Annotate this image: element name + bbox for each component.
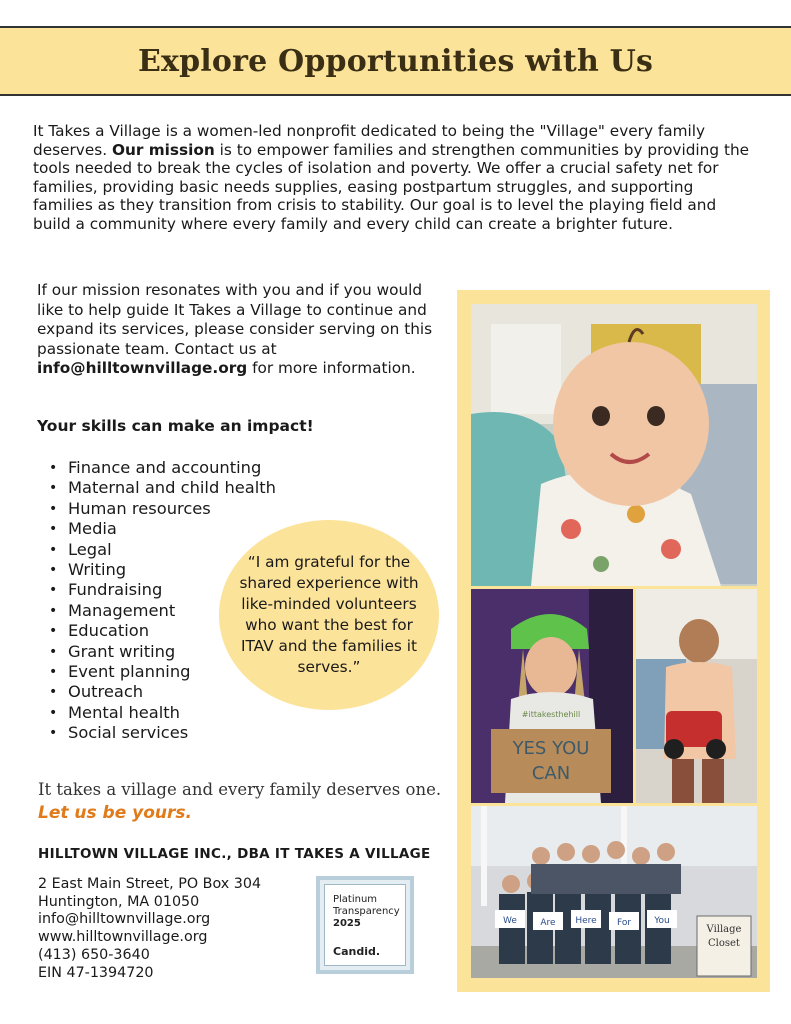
website-link[interactable]: www.hilltownvillage.org [38, 929, 208, 946]
phone-number: (413) 650-3640 [38, 946, 150, 963]
call-to-action: Let us be yours. [38, 803, 192, 823]
volunteer-sign-photo [471, 589, 633, 803]
page-title: Explore Opportunities with Us [137, 43, 654, 79]
list-item: • Writing [48, 560, 276, 580]
list-item: • Social services [48, 723, 276, 743]
badge-line-2: Transparency [333, 906, 400, 917]
badge-year: 2025 [333, 918, 361, 929]
photo-collage [457, 290, 770, 992]
list-item: • Media [48, 519, 276, 539]
header-banner [0, 26, 791, 96]
help-text-end: for more information. [247, 359, 416, 377]
help-email-link[interactable]: info@hilltownvillage.org [37, 359, 248, 377]
intro-text-1: It Takes a Village is a women-led nonprofit dedicated to being the "Village" every family deserves. [33, 122, 706, 159]
badge-line-1: Platinum [333, 894, 378, 905]
list-item: • Human resources [48, 499, 276, 519]
testimonial-bubble [219, 520, 439, 710]
list-item: • Grant writing [48, 642, 276, 662]
help-text: If our mission resonates with you and if you would like to help guide It Takes a Village to continue and expand its services, please consider serving on this passionate team. Contact us at [37, 281, 433, 358]
closet-sign-2: Closet [708, 938, 740, 949]
shirt-text: #ittakesthehill [521, 710, 581, 719]
skills-heading: Your skills can make an impact! [37, 417, 314, 435]
address-line-1: 2 East Main Street, PO Box 304 [38, 876, 262, 892]
list-item: • Maternal and child health [48, 478, 276, 498]
address-line-2: Huntington, MA 01050 [38, 893, 200, 910]
group-sign-5: You [654, 916, 670, 926]
intro-paragraph [33, 122, 757, 233]
contact-email-link[interactable]: info@hilltownvillage.org [38, 911, 211, 928]
list-item: • Event planning [48, 662, 276, 682]
child-truck-photo [636, 589, 757, 803]
intro-text-2: is to empower families and strengthen communities by providing the tools needed to break the cycles of isolation and poverty. We offer a crucial safety net for families, providing basic needs supplies, easing postpartum struggles, and supporting families as they transition from crisis to stability. Our goal is to level the playing field and build a community where every family and every child can create a brighter future. [33, 140, 750, 233]
group-sign-3: Here [575, 916, 597, 926]
candid-transparency-badge [316, 876, 414, 974]
closet-sign-1: Village [706, 924, 742, 935]
tagline: It takes a village and every family deserves one. [38, 780, 442, 799]
mission-label: Our mission [111, 140, 215, 159]
sign-text-2: CAN [531, 763, 571, 784]
sign-text-1: YES YOU [512, 738, 590, 759]
group-sign-2: Are [540, 918, 556, 928]
ein-number: EIN 47-1394720 [38, 964, 154, 981]
list-item: • Outreach [48, 682, 276, 702]
list-item: • Finance and accounting [48, 458, 276, 478]
testimonial-quote: “I am grateful for the shared experience with like-minded volunteers who want the best for ITAV and the families it serves.” [239, 553, 419, 676]
help-paragraph [37, 281, 437, 379]
list-item: • Management [48, 601, 276, 621]
list-item: • Legal [48, 540, 276, 560]
group-sign-1: We [503, 916, 517, 926]
group-sign-4: For [616, 918, 632, 928]
badge-brand: Candid. [333, 945, 381, 958]
list-item: • Education [48, 621, 276, 641]
contact-block [38, 876, 261, 982]
badge-inner [324, 884, 406, 966]
list-item: • Mental health [48, 703, 276, 723]
organization-name: HILLTOWN VILLAGE INC., DBA IT TAKES A VILLAGE [38, 846, 431, 862]
baby-photo [471, 304, 757, 586]
group-photo [471, 806, 757, 978]
list-item: • Fundraising [48, 580, 276, 600]
